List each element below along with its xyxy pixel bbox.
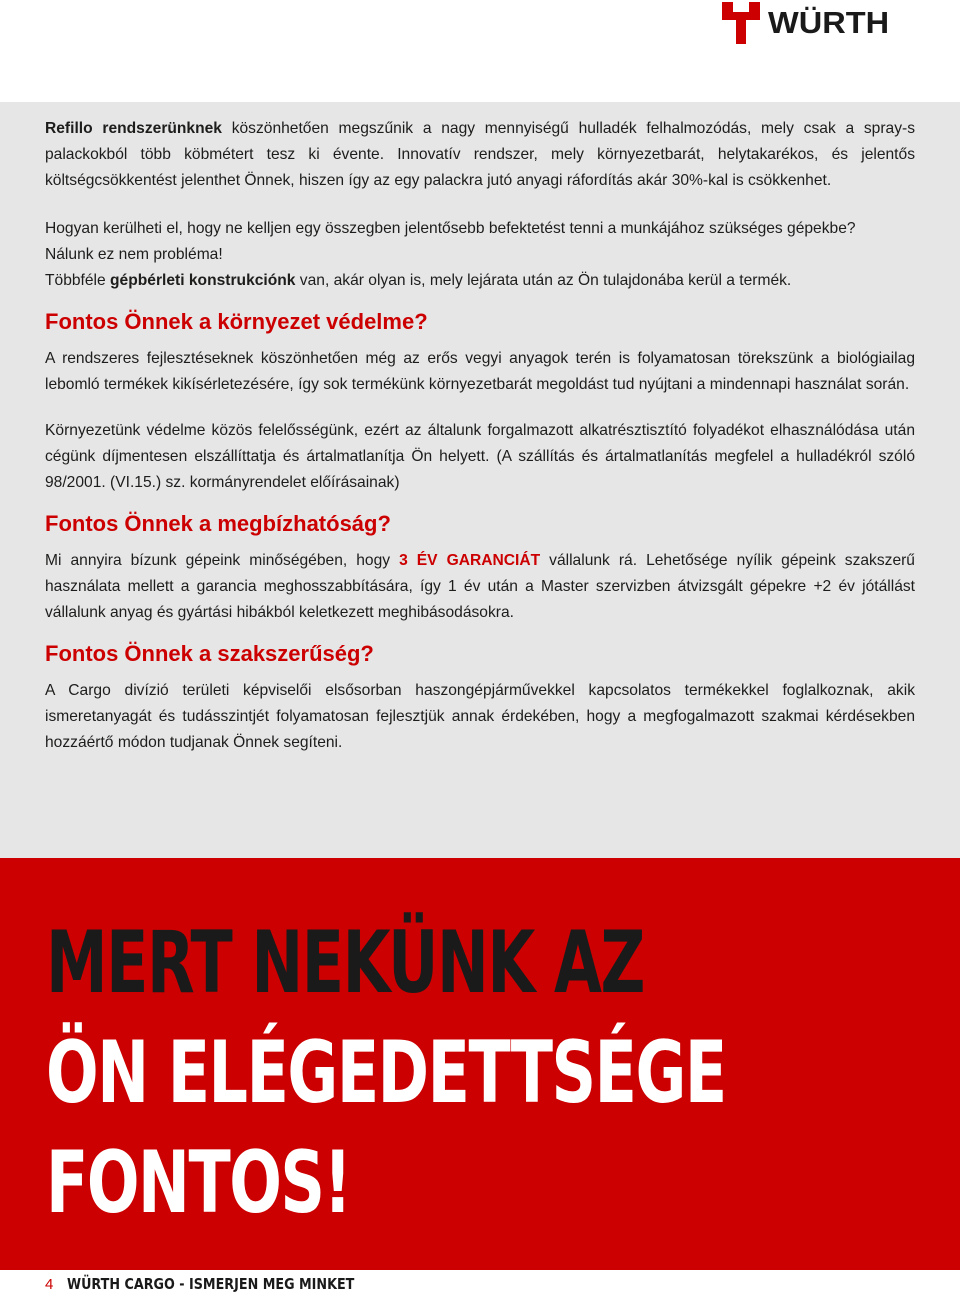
heading-expertise: Fontos Önnek a szakszerűség? — [45, 641, 374, 666]
footer-title: WÜRTH CARGO - ISMERJEN MEG MINKET — [67, 1275, 355, 1293]
logo-wordmark: WÜRTH — [768, 5, 890, 40]
refillo-text: köszönhetően megszűnik a nagy mennyiségű hulladék felhalmozódás, mely csak a spray-s palackokból több köbmétert tesz ki évente. Innovatív rendszer, mely környezetbarát, helytakarékos, és jelentős költségcsökkentést jelenthet Önnek, hiszen így az egy palackra jutó anyagi ráfordítás akár 30%-kal is csökkenhet. — [45, 120, 915, 189]
environment-paragraph-1: A rendszeres fejlesztéseknek köszönhetően még az erős vegyi anyagok terén is folyamatosan törekszünk a biológiailag lebomló termékek kikísérletezésére, így sok termékünk környezetbarát megoldást tud nyújtani a mindennapi használat során. — [45, 350, 915, 393]
wurth-logo — [722, 2, 922, 44]
page-footer — [45, 1273, 405, 1295]
expertise-paragraph: A Cargo divízió területi képviselői elsősorban haszongépjárművekkel kapcsolatos termékekkel foglalkoznak, akik ismeretanyagát és tudásszintjét folyamatosan fejlesztjük annak érdekében, hogy a megfogalmazott szakmai kérdésekben hozzáértő módon tudjanak Önnek segíteni. — [45, 682, 915, 751]
slogan-line-3: FONTOS! — [46, 1133, 351, 1233]
rental-bold: gépbérleti konstrukciónk — [110, 272, 296, 289]
reliability-pre: Mi annyira bízunk gépeink minőségében, hogy — [45, 552, 400, 569]
refillo-paragraph — [45, 116, 915, 194]
rental-line-1: Hogyan kerülheti el, hogy ne kelljen egy összegben jelentősebb befektetést tenni a munkájához szükséges gépekbe? — [45, 220, 856, 237]
reliability-post: vállalunk rá. Lehetősége nyílik gépeink szakszerű használata mellett a garancia meghosszabbítására, így 1 év után a Master szervizben átvizsgált gépekre +2 év jótállást vállalunk anyag és gyártási hibákból keletkezett meghibásodásokra. — [45, 552, 915, 621]
rental-pre: Többféle — [45, 272, 111, 289]
rental-line-2: Nálunk ez nem probléma! — [45, 246, 223, 263]
slogan-line-1: MERT NEKÜNK AZ — [46, 913, 644, 1013]
slogan-line-2: ÖN ELÉGEDETTSÉGE — [46, 1023, 726, 1123]
heading-reliability: Fontos Önnek a megbízhatóság? — [45, 511, 391, 536]
environment-paragraph-2: Környezetünk védelme közös felelősségünk, ezért az általunk forgalmazott alkatrésztisztító folyadékot elhasználódása után cégünk díjmentesen elszállíttatja és ártalmatlanítja Ön helyett. (A szállítás és ártalmatlanítás megfelel a hulladékról szóló 98/2001. (VI.15.) sz. kormányrendelet előírásainak) — [45, 422, 915, 491]
rental-post: van, akár olyan is, mely lejárata után az Ön tulajdonába kerül a termék. — [295, 272, 792, 289]
main-content — [45, 116, 915, 756]
warranty-highlight: 3 ÉV GARANCIÁT — [399, 552, 541, 569]
reliability-paragraph — [45, 548, 915, 626]
heading-environment: Fontos Önnek a környezet védelme? — [45, 309, 428, 334]
page-number: 4 — [45, 1275, 54, 1293]
rental-line-3 — [45, 268, 915, 294]
wurth-emblem-icon — [722, 2, 760, 44]
refillo-bold: Refillo rendszerünknek — [45, 120, 222, 137]
